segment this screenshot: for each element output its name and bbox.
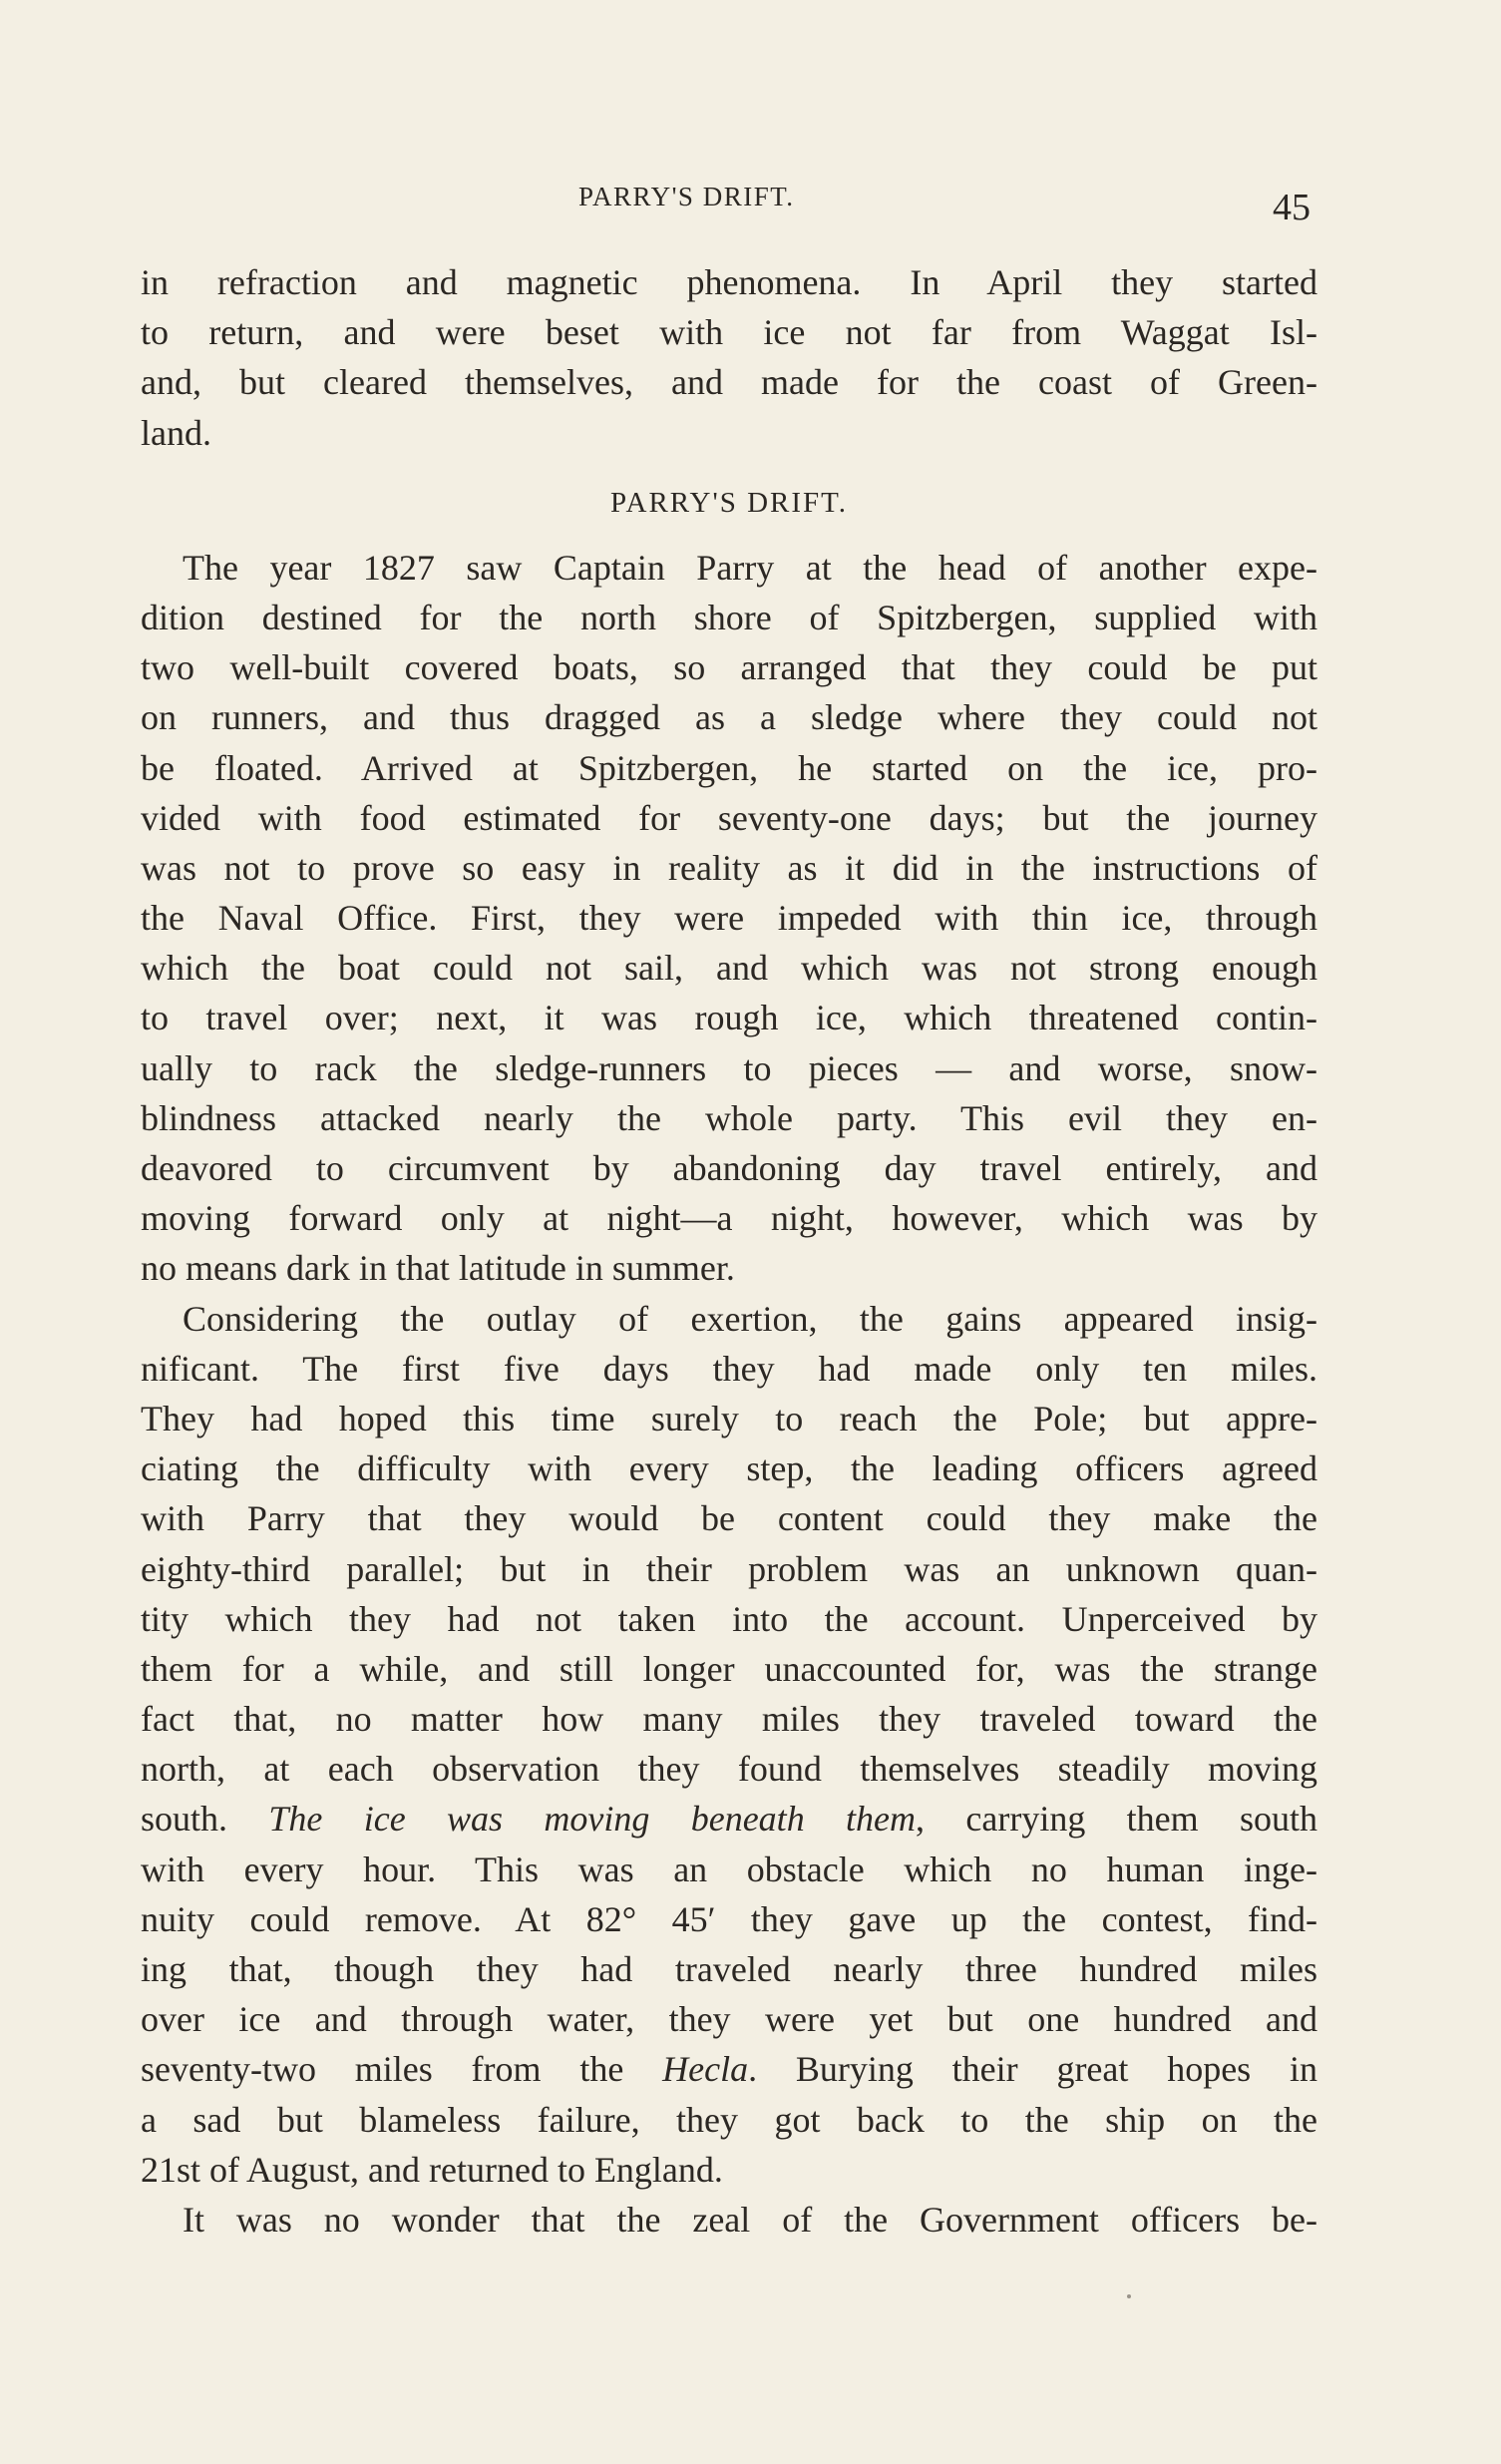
text-line: nuity could remove. At 82° 45′ they gave up the contest, find-: [141, 1898, 1317, 1939]
text-line: two well-built covered boats, so arranged that they could be put: [141, 647, 1317, 688]
text-line: the Naval Office. First, they were impeded with thin ice, through: [141, 898, 1317, 939]
text-line: them for a while, and still longer unaccounted for, was the strange: [141, 1648, 1317, 1689]
section-title: PARRY'S DRIFT.: [610, 486, 848, 519]
running-head: PARRY'S DRIFT.: [578, 182, 795, 211]
text-line: vided with food estimated for seventy-one days; but the journey: [141, 797, 1317, 838]
text-line: It was no wonder that the zeal of the Government officers be-: [183, 2199, 1317, 2240]
text-line: ciating the difficulty with every step, the leading officers agreed: [141, 1448, 1317, 1489]
text-line: Considering the outlay of exertion, the gains appeared insig-: [183, 1298, 1317, 1339]
text-line: eighty-third parallel; but in their problem was an unknown quan-: [141, 1548, 1317, 1589]
text-line: to return, and were beset with ice not far from Waggat Isl-: [141, 312, 1317, 353]
text-line: which the boat could not sail, and which was not strong enough: [141, 948, 1317, 989]
text-line: over ice and through water, they were yet but one hundred and: [141, 1999, 1317, 2040]
text-line: 21st of August, and returned to England.: [141, 2149, 723, 2190]
text-line: blindness attacked nearly the whole party. This evil they en-: [141, 1097, 1317, 1138]
text-line: in refraction and magnetic phenomena. In April they started: [141, 262, 1317, 302]
text-run: . Burying their great hopes in: [748, 2049, 1317, 2090]
text-run: south.: [141, 1799, 269, 1840]
text-line: and, but cleared themselves, and made for the coast of Green-: [141, 362, 1317, 403]
text-line-with-italic: [141, 2044, 1317, 2094]
ship-name-italic: Hecla: [662, 2049, 749, 2090]
text-line: be floated. Arrived at Spitzbergen, he started on the ice, pro-: [141, 747, 1317, 788]
text-line: fact that, no matter how many miles they traveled toward the: [141, 1699, 1317, 1740]
text-line: with every hour. This was an obstacle which no human inge-: [141, 1848, 1317, 1889]
text-line: dition destined for the north shore of Spitzbergen, supplied with: [141, 597, 1317, 637]
text-line: north, at each observation they found themselves steadily moving: [141, 1749, 1317, 1790]
text-line: ing that, though they had traveled nearly three hundred miles: [141, 1949, 1317, 1989]
paper-speck: [1127, 2294, 1131, 2298]
text-run: seventy-two miles from the: [141, 2049, 663, 2090]
text-line: on runners, and thus dragged as a sledge where they could not: [141, 697, 1317, 738]
text-line: land.: [141, 412, 211, 453]
page-number: 45: [1273, 187, 1311, 228]
text-line: to travel over; next, it was rough ice, which threatened contin-: [141, 998, 1317, 1038]
text-line: with Parry that they would be content could they make the: [141, 1498, 1317, 1539]
text-line-with-italic: [141, 1794, 1317, 1844]
text-line: nificant. The first five days they had made only ten miles.: [141, 1348, 1317, 1389]
text-line: moving forward only at night—a night, however, which was by: [141, 1198, 1317, 1239]
text-line: ually to rack the sledge-runners to pieces — and worse, snow-: [141, 1047, 1317, 1088]
text-line: was not to prove so easy in reality as it did in the instructions of: [141, 847, 1317, 888]
text-line: The year 1827 saw Captain Parry at the head of another expe-: [183, 547, 1317, 588]
text-line: They had hoped this time surely to reach the Pole; but appre-: [141, 1398, 1317, 1438]
text-line: deavored to circumvent by abandoning day travel entirely, and: [141, 1148, 1317, 1188]
italic-emphasis: The ice was moving beneath them: [268, 1799, 917, 1840]
text-line: no means dark in that latitude in summer.: [141, 1248, 735, 1289]
text-line: a sad but blameless failure, they got back to the ship on the: [141, 2099, 1317, 2140]
text-run: , carrying them south: [916, 1799, 1318, 1840]
body-text: [141, 257, 1317, 2245]
text-line: tity which they had not taken into the account. Unperceived by: [141, 1598, 1317, 1639]
